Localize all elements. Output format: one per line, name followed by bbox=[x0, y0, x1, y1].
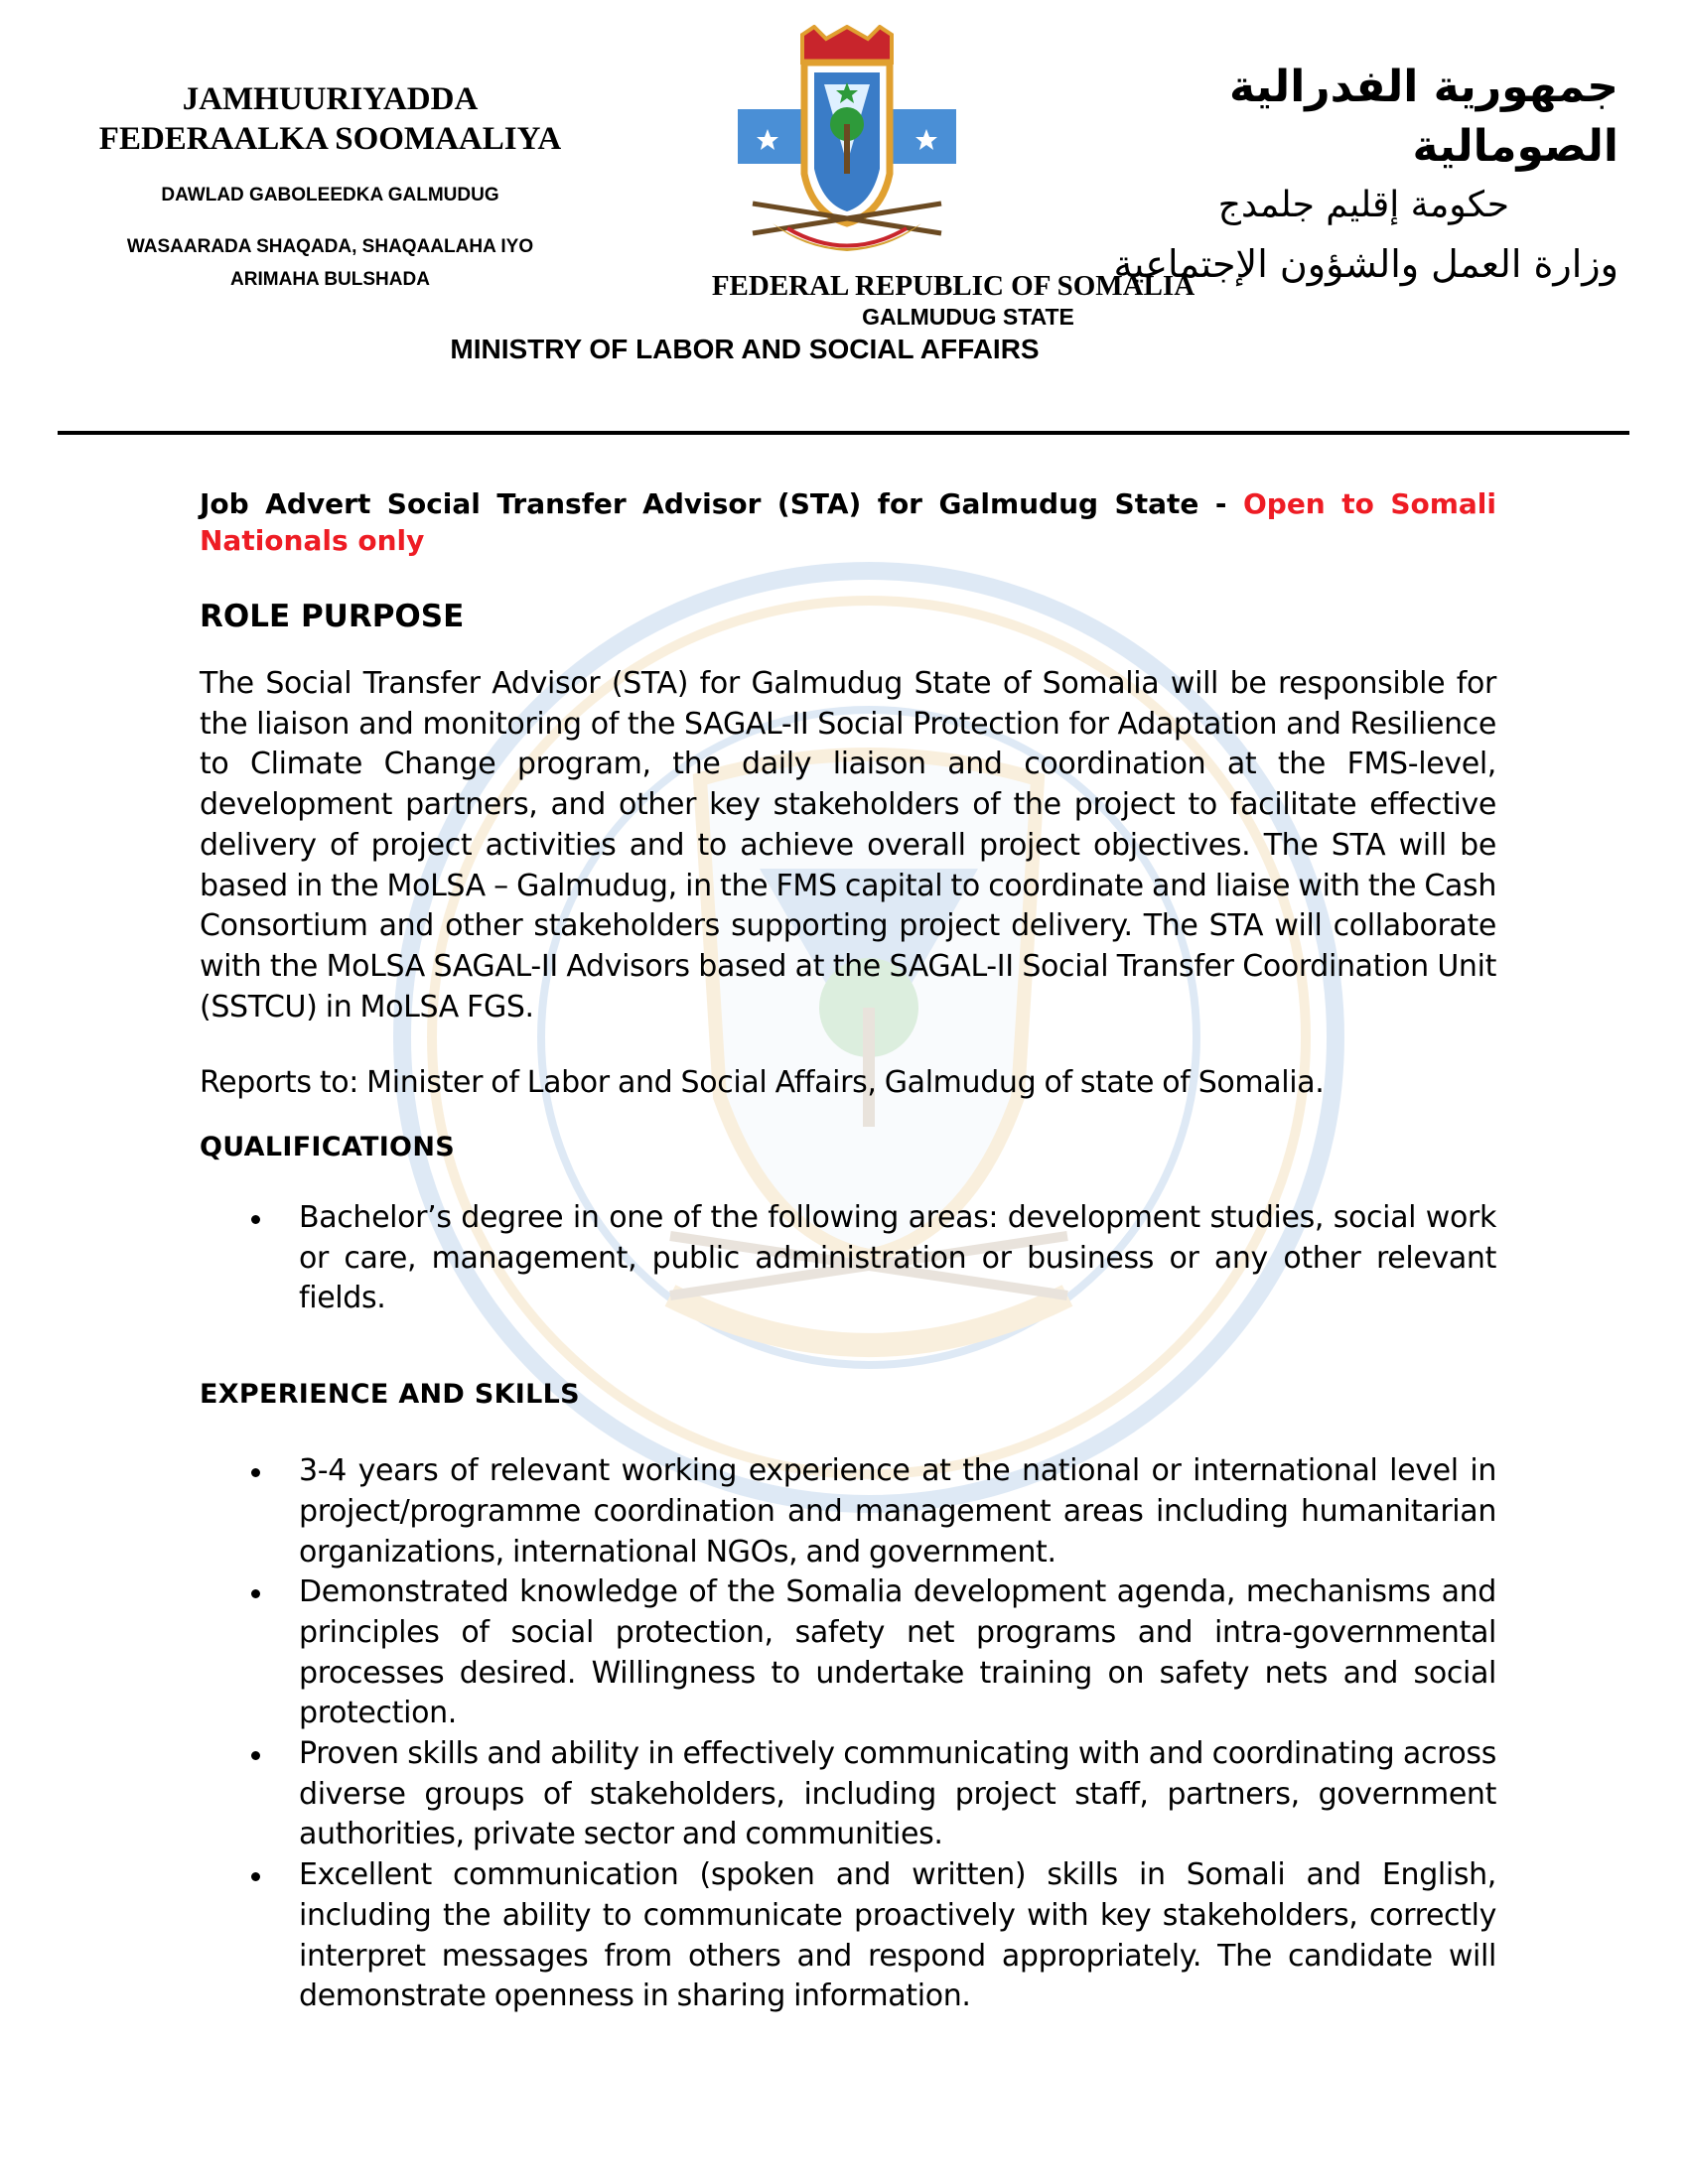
reports-to: Reports to: Minister of Labor and Social Affairs, Galmudug of state of Somalia. bbox=[200, 1065, 1325, 1101]
header-right-line3: وزارة العمل والشؤون الإجتماعية bbox=[1113, 242, 1618, 286]
list-item bbox=[200, 1855, 1496, 2017]
header-left-line3: DAWLAD GABOLEEDKA GALMUDUG bbox=[161, 185, 499, 205]
header-right-line1: جمهورية الفدرالية الصومالية bbox=[1229, 62, 1618, 172]
bullet-icon bbox=[251, 1751, 260, 1760]
job-title-text: Job Advert Social Transfer Advisor (STA) for Galmudug State - bbox=[200, 487, 1243, 520]
ministry-name: MINISTRY OF LABOR AND SOCIAL AFFAIRS bbox=[450, 334, 1040, 364]
list-item bbox=[200, 1198, 1496, 1319]
bullet-icon bbox=[251, 1872, 260, 1881]
bullet-icon bbox=[251, 1215, 260, 1224]
experience-text: 3-4 years of relevant working experience at the national or international level in project/programme coordination and management areas including humanitarian organizations, international NGOs, and government. bbox=[299, 1453, 1496, 1570]
header-left-line4: WASAARADA SHAQADA, SHAQAALAHA IYO ARIMAHA BULSHADA bbox=[126, 236, 534, 290]
list-item bbox=[200, 1734, 1496, 1855]
header-right-line2: حكومة إقليم جلمدج bbox=[1217, 185, 1509, 225]
header-divider bbox=[58, 431, 1629, 435]
job-title bbox=[200, 485, 1496, 559]
qualifications-heading: QUALIFICATIONS bbox=[200, 1132, 455, 1163]
header-center-federal: FEDERAL REPUBLIC OF SOMALIA bbox=[711, 270, 1196, 302]
header-right-arabic bbox=[1062, 58, 1618, 294]
bullet-icon bbox=[251, 1589, 260, 1598]
qualifications-list bbox=[200, 1198, 1496, 1319]
list-item bbox=[200, 1572, 1496, 1734]
header-left-somali bbox=[60, 79, 601, 296]
experience-text: Excellent communication (spoken and written) skills in Somali and English, including the ability to communicate proactively with key stakeholders, correctly interpret messages from others and respond appropriately. The candidate will demonstrate openness in sharing information. bbox=[299, 1857, 1496, 2014]
job-advert-body bbox=[200, 485, 1496, 2017]
experience-list bbox=[200, 1451, 1496, 2017]
job-title-highlight: Open to Somali Nationals only bbox=[200, 487, 1496, 557]
bullet-icon bbox=[251, 1468, 260, 1477]
header-left-line1: JAMHUURIYADDA bbox=[182, 81, 479, 117]
list-item bbox=[200, 1451, 1496, 1572]
experience-text: Demonstrated knowledge of the Somalia development agenda, mechanisms and principles of social protection, safety net programs and intra-governmental processes desired. Willingness to undertake training on safety nets and social protection. bbox=[299, 1574, 1496, 1731]
role-purpose-heading: ROLE PURPOSE bbox=[200, 599, 465, 634]
galmudug-coat-of-arms-icon bbox=[733, 25, 961, 268]
header-center-state: GALMUDUG STATE bbox=[862, 304, 1074, 330]
role-purpose-paragraph: The Social Transfer Advisor (STA) for Galmudug State of Somalia will be responsible for the liaison and monitoring of the SAGAL-II Social Protection for Adaptation and Resilience to Climate Change program, the daily liaison and coordination at the FMS-level, development partners, and other key stakeholders of the project to facilitate effective delivery of project activities and to achieve overall project objectives. The STA will be based in the MoLSA – Galmudug, in the FMS capital to coordinate and liaise with the Cash Consortium and other stakeholders supporting project delivery. The STA will collaborate with the MoLSA SAGAL-II Advisors based at the SAGAL-II Social Transfer Coordination Unit (SSTCU) in MoLSA FGS. bbox=[200, 666, 1496, 1024]
header-left-line2: FEDERAALKA SOOMAALIYA bbox=[98, 121, 562, 157]
header-center-ministry bbox=[0, 334, 1688, 365]
qualification-text: Bachelor’s degree in one of the following areas: development studies, social work or care, management, public administration or business or any other relevant fields. bbox=[299, 1200, 1496, 1316]
experience-text: Proven skills and ability in effectively communicating with and coordinating across diverse groups of stakeholders, including project staff, partners, government authorities, private sector and communities. bbox=[299, 1736, 1496, 1852]
experience-heading: EXPERIENCE AND SKILLS bbox=[200, 1379, 580, 1411]
